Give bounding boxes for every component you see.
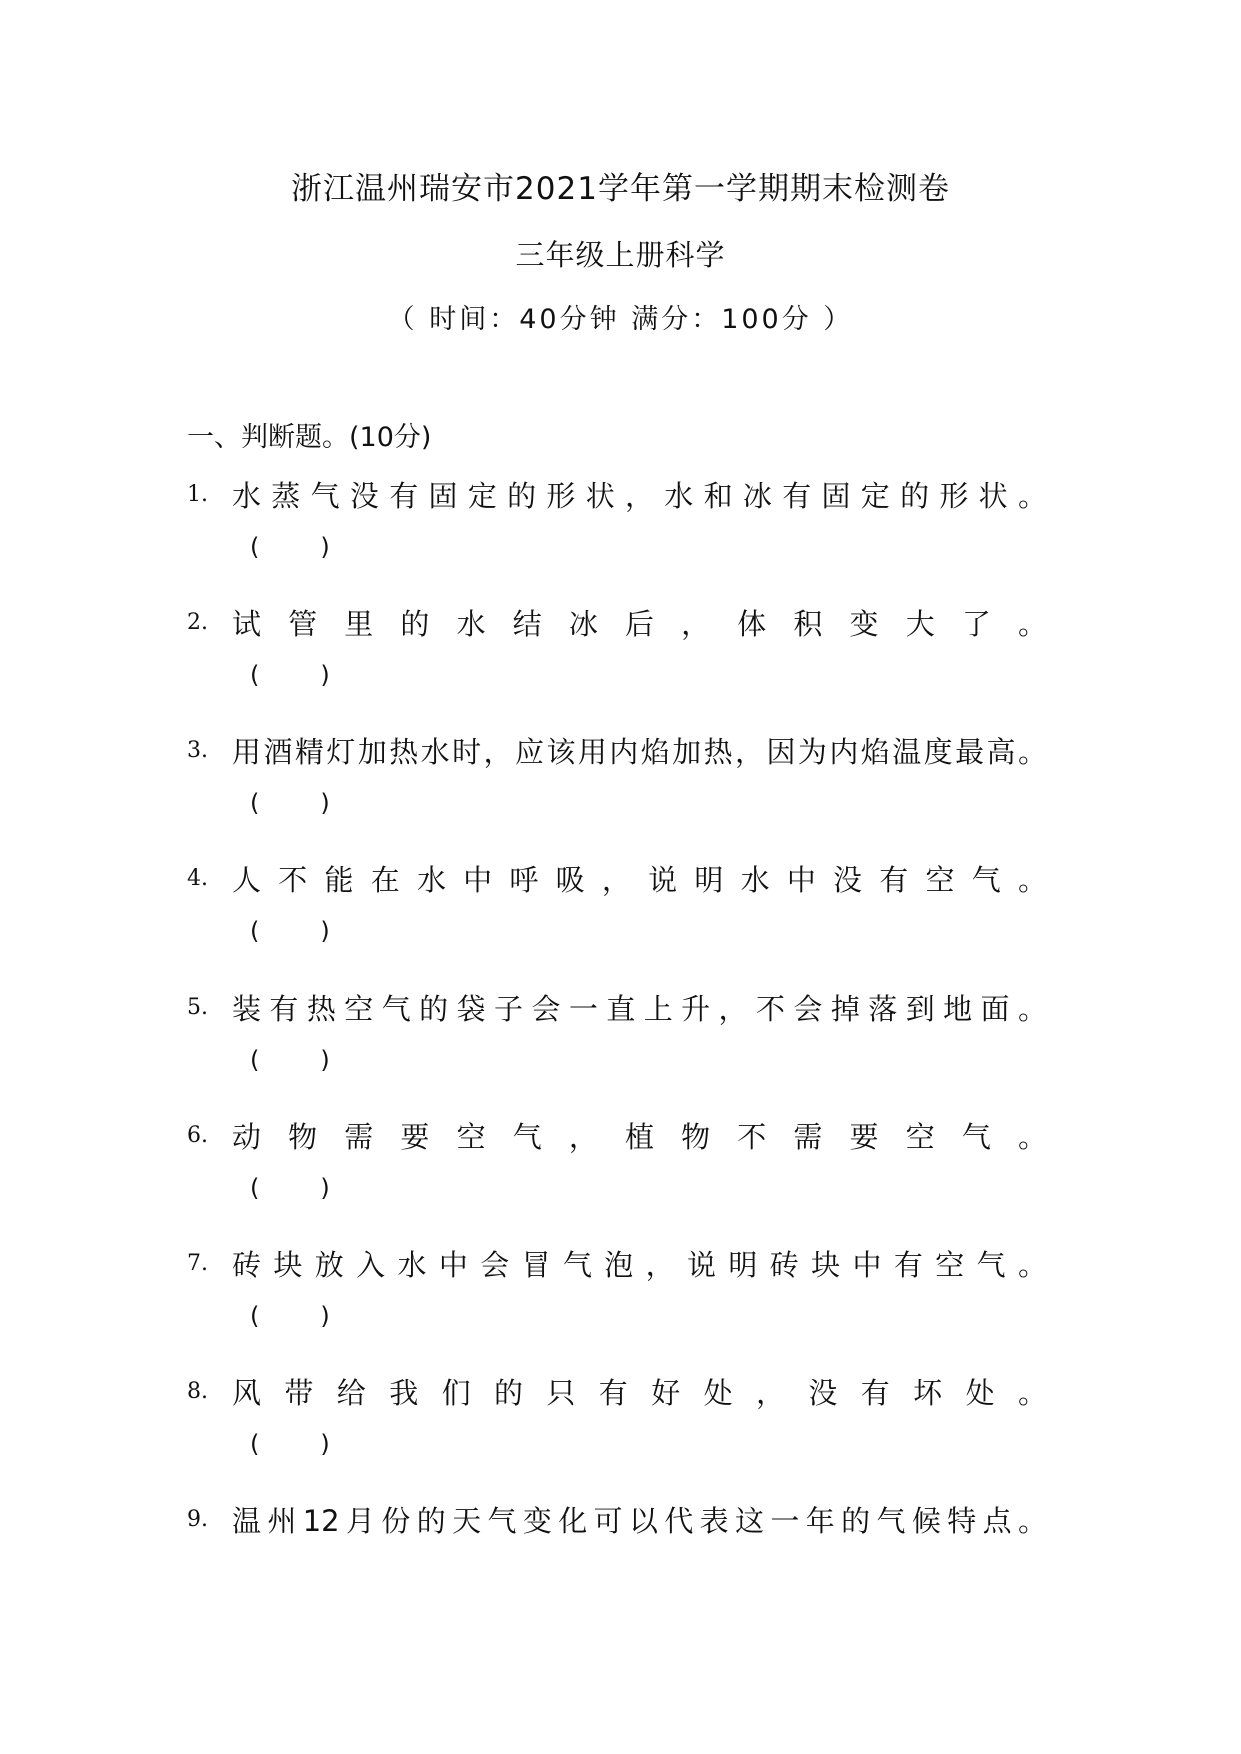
question-number: 1. bbox=[187, 482, 208, 507]
question-number: 2. bbox=[187, 610, 208, 635]
question-number: 9. bbox=[187, 1507, 208, 1532]
question-text: 动物需要空气，植物不需要空气。 bbox=[232, 1120, 1047, 1154]
answer-blank[interactable]: ( ) bbox=[250, 1046, 330, 1074]
answer-blank[interactable]: ( ) bbox=[250, 789, 330, 817]
question-number: 7. bbox=[187, 1251, 208, 1276]
question-number: 8. bbox=[187, 1379, 208, 1404]
question-number: 6. bbox=[187, 1123, 208, 1148]
exam-meta: （ 时间：40分钟 满分：100分 ） bbox=[387, 304, 854, 335]
answer-blank[interactable]: ( ) bbox=[250, 1174, 330, 1202]
question-text: 用酒精灯加热水时，应该用内焰加热，因为内焰温度最高。 bbox=[232, 735, 1047, 769]
question-number: 4. bbox=[187, 866, 208, 891]
exam-subtitle: 三年级上册科学 bbox=[515, 238, 726, 272]
answer-blank[interactable]: ( ) bbox=[250, 1430, 330, 1458]
section-heading: 一、判断题。(10分) bbox=[187, 422, 432, 453]
question-text: 温州12月份的天气变化可以代表这一年的气候特点。 bbox=[232, 1504, 1047, 1538]
question-number: 3. bbox=[187, 738, 208, 763]
answer-blank[interactable]: ( ) bbox=[250, 1302, 330, 1330]
question-text: 砖块放入水中会冒气泡，说明砖块中有空气。 bbox=[232, 1248, 1047, 1282]
answer-blank[interactable]: ( ) bbox=[250, 533, 330, 561]
answer-blank[interactable]: ( ) bbox=[250, 917, 330, 945]
question-text: 试管里的水结冰后，体积变大了。 bbox=[232, 607, 1047, 641]
question-number: 5. bbox=[187, 995, 208, 1020]
question-text: 风带给我们的只有好处，没有坏处。 bbox=[232, 1376, 1047, 1410]
exam-title: 浙江温州瑞安市2021学年第一学期期末检测卷 bbox=[291, 171, 950, 207]
question-text: 装有热空气的袋子会一直上升，不会掉落到地面。 bbox=[232, 992, 1047, 1026]
question-text: 水蒸气没有固定的形状，水和冰有固定的形状。 bbox=[232, 479, 1047, 513]
answer-blank[interactable]: ( ) bbox=[250, 661, 330, 689]
question-text: 人不能在水中呼吸，说明水中没有空气。 bbox=[232, 863, 1047, 897]
